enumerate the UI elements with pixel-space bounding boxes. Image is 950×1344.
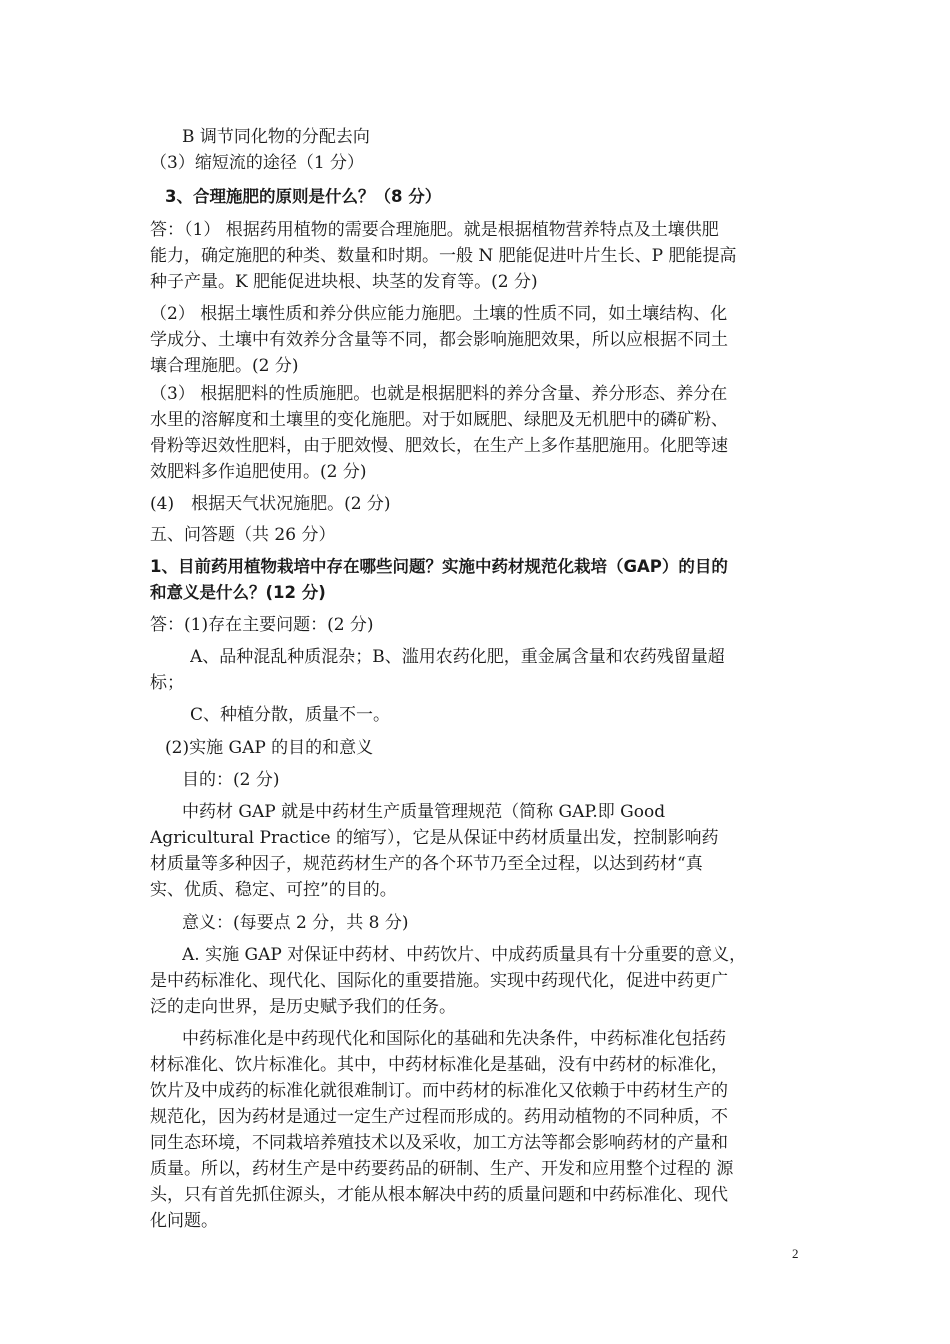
text-line: 材标准化、饮片标准化。其中，中药材标准化是基础，没有中药材的标准化， (150, 1055, 728, 1075)
text-line: 质量。所以，药材生产是中药要药品的研制、生产、开发和应用整个过程的 源 (150, 1159, 734, 1179)
text-line: （2） 根据土壤性质和养分供应能力施肥。土壤的性质不同，如土壤结构、化 (150, 304, 728, 324)
text-line: 是中药标准化、现代化、国际化的重要措施。实现中药现代化，促进中药更广 (150, 971, 728, 991)
text-line: 种子产量。K 肥能促进块根、块茎的发育等。(2 分) (150, 272, 538, 292)
text-line: 骨粉等迟效性肥料，由于肥效慢、肥效长，在生产上多作基肥施用。化肥等速 (150, 436, 728, 456)
text-line: 壤合理施肥。(2 分) (150, 356, 299, 376)
text-line: B 调节同化物的分配去向 (182, 127, 370, 147)
question-heading: 3、合理施肥的原则是什么？（8 分） (165, 187, 442, 206)
text-line: 答：(1)存在主要问题：(2 分) (150, 615, 374, 635)
text-line: 能力，确定施肥的种类、数量和时期。一般 N 肥能促进叶片生长、P 肥能提高 (150, 246, 737, 266)
text-line: 效肥料多作追肥使用。(2 分) (150, 462, 367, 482)
text-line: 同生态环境，不同栽培养殖技术以及采收，加工方法等都会影响药材的产量和 (150, 1133, 728, 1153)
page-number: 2 (792, 1246, 799, 1261)
section-heading: 五、问答题（共 26 分） (150, 525, 336, 545)
text-line: 目的：(2 分) (182, 770, 280, 790)
text-line: 实、优质、稳定、可控”的目的。 (150, 880, 397, 900)
text-line: 意义：(每要点 2 分，共 8 分) (182, 913, 409, 933)
question-heading: 1、目前药用植物栽培中存在哪些问题？实施中药材规范化栽培（GAP）的目的 (150, 557, 728, 576)
text-line: 规范化，因为药材是通过一定生产过程而形成的。药用动植物的不同种质，不 (150, 1107, 728, 1127)
text-line: A、品种混乱种质混杂；B、滥用农药化肥，重金属含量和农药残留量超 (190, 647, 725, 667)
text-line: 水里的溶解度和土壤里的变化施肥。对于如厩肥、绿肥及无机肥中的磷矿粉、 (150, 410, 728, 430)
text-line: C、种植分散，质量不一。 (190, 705, 391, 725)
text-line: 中药标准化是中药现代化和国际化的基础和先决条件，中药标准化包括药 (182, 1029, 726, 1049)
text-line: （3）缩短流的途径（1 分） (150, 153, 365, 173)
text-line: 饮片及中成药的标准化就很难制订。而中药材的标准化又依赖于中药材生产的 (150, 1081, 728, 1101)
text-line: 材质量等多种因子，规范药材生产的各个环节乃至全过程，以达到药材“真 (150, 854, 703, 874)
text-line: 答：（1） 根据药用植物的需要合理施肥。就是根据植物营养特点及土壤供肥 (150, 220, 719, 240)
text-line: (2)实施 GAP 的目的和意义 (165, 738, 374, 758)
text-line: 化问题。 (150, 1211, 218, 1231)
text-line: 泛的走向世界，是历史赋予我们的任务。 (150, 997, 456, 1017)
text-line: （3） 根据肥料的性质施肥。也就是根据肥料的养分含量、养分形态、养分在 (150, 384, 728, 404)
text-line: 学成分、土壤中有效养分含量等不同，都会影响施肥效果，所以应根据不同土 (150, 330, 728, 350)
text-line: 标； (150, 673, 184, 693)
text-line: (4) 根据天气状况施肥。(2 分) (150, 494, 391, 514)
text-line: 头，只有首先抓住源头，才能从根本解决中药的质量问题和中药标准化、现代 (150, 1185, 728, 1205)
text-line: Agricultural Practice 的缩写），它是从保证中药材质量出发，控制影响药 (150, 828, 719, 848)
question-heading: 和意义是什么？(12 分) (150, 583, 326, 602)
text-line: A. 实施 GAP 对保证中药材、中药饮片、中成药质量具有十分重要的意义， (182, 945, 747, 965)
text-line: 中药材 GAP 就是中药材生产质量管理规范（简称 GAP.即 Good (182, 802, 666, 822)
